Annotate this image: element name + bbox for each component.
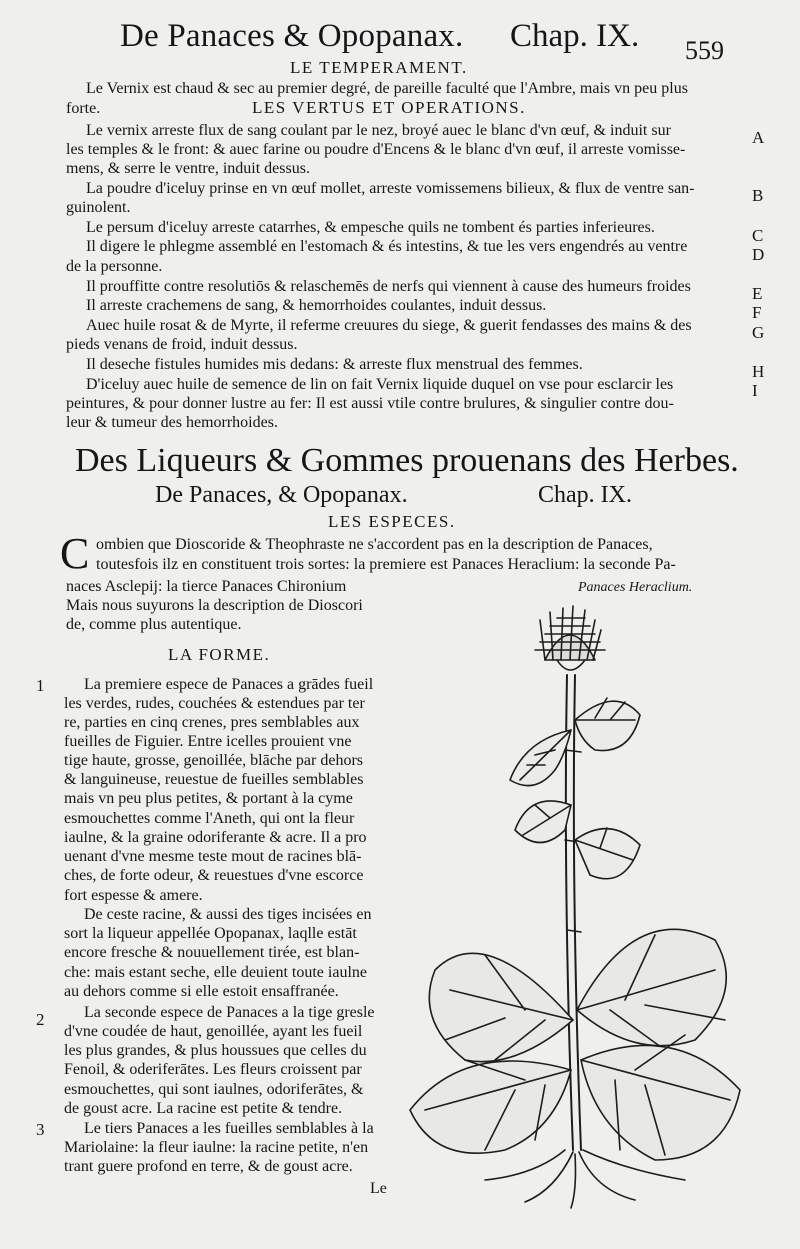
forme-line: encore fresche & nouuellement tirée, est blan- [64,944,360,961]
margin-letter: C [752,226,764,245]
margin-number: 3 [36,1120,45,1139]
basal-leaf [410,1060,571,1153]
stem-leaf [575,698,640,751]
temperament-line: Le Vernix est chaud & sec au premier degré, de pareille faculté que l'Ambre, mais vn peu plus [86,80,688,97]
especes-line: naces Asclepij: la tierce Panaces Chironium [66,578,347,595]
margin-number: 2 [36,1010,45,1029]
drop-cap: C [60,529,90,578]
vertus-line: La poudre d'iceluy prinse en vn œuf mollet, arreste vomissemens bilieux, & flux de ventre san- [86,180,695,197]
figure-caption: Panaces Heraclium. [578,580,693,595]
basal-leaf [429,953,573,1061]
basal-leaf [577,929,726,1050]
forme-line: de goust acre. La racine est petite & tendre. [64,1100,343,1117]
catchword: Le [370,1180,387,1197]
vertus-line: les temples & le front: & auec farine ou poudre d'Encens & le blanc d'vn œuf, il arreste vomisse- [66,141,686,158]
vertus-heading: LES VERTUS ET OPERATIONS. [252,98,526,117]
vertus-line: Il prouffitte contre resolutiōs & relaschemēs de nerfs qui viennent à cause des humeurs froides [86,278,691,295]
vertus-line: Auec huile rosat & de Myrte, il referme creuures du siege, & guerit fendasses des mains & des [86,317,692,334]
vertus-line: Il arreste crachemens de sang, & hemorrhoides coulantes, induit dessus. [86,297,547,314]
forme-line: sort la liqueur appellée Opopanax, laqlle estāt [64,925,357,942]
especes-heading: LES ESPECES. [328,512,456,531]
vertus-line: de la personne. [66,258,163,275]
vertus-line: mens, & serre le ventre, induit dessus. [66,160,310,177]
forme-line: trant guere profond en terre, & de goust acre. [64,1158,353,1175]
vertus-line: pieds venans de froid, induit dessus. [66,336,298,353]
temperament-heading: LE TEMPERAMENT. [290,58,468,77]
section-title: Des Liqueurs & Gommes prouenans des Herbes. [75,442,739,479]
panaces-plant-illustration [395,590,755,1210]
vertus-line: D'iceluy auec huile de semence de lin on fait Vernix liquide duquel on vse pour esclarcir les [86,376,674,393]
forme-line: Le tiers Panaces a les fueilles semblables à la [84,1120,374,1137]
forme-line: De ceste racine, & aussi des tiges incisées en [84,906,372,923]
margin-letter: B [752,186,764,205]
forme-line: mais vn peu plus petites, & portant à la cyme [64,790,353,807]
forme-line: ches, de forte odeur, & reuestues d'vne escorce [64,867,364,884]
forme-line: au dehors comme si elle estoit ensaffranée. [64,983,339,1000]
running-chapter: Chap. IX. [510,18,640,54]
basal-leaf [581,1035,740,1160]
margin-letter: E [752,284,763,303]
margin-letter: I [752,381,758,400]
forme-line: fort espesse & amere. [64,887,203,904]
flower-head [535,606,605,670]
vertus-line: leur & tumeur des hemorrhoides. [66,414,278,431]
forme-line: les verdes, rudes, couchées & estendues par ter [64,695,365,712]
stem-leaf [510,730,571,786]
especes-line: ombien que Dioscoride & Theophraste ne s'accordent pas en la description de Panaces, [96,536,653,553]
especes-line: Mais nous suyurons la description de Dioscori [66,597,363,614]
page-number: 559 [685,36,724,65]
temperament-line: forte. [66,100,101,117]
vertus-line: peintures, & pour donner lustre au fer: Il est aussi vtile contre brulures, & singulier contre dou- [66,395,674,412]
margin-letter: G [752,323,765,342]
especes-line: toutesfois ilz en constituent trois sortes: la premiere est Panaces Heraclium: la seconde Pa- [96,556,676,573]
margin-letter: D [752,245,765,264]
vertus-line: Le vernix arreste flux de sang coulant par le nez, broyé auec le blanc d'vn œuf, & induit sur [86,122,671,139]
forme-line: Mariolaine: la fleur iaulne: la racine petite, n'en [64,1139,369,1156]
vertus-line: Il deseche fistules humides mis dedans: & arreste flux menstrual des femmes. [86,356,583,373]
forme-line: Fenoil, & oderiferātes. Les fleurs croissent par [64,1061,362,1078]
subsection-title: De Panaces, & Opopanax. [155,482,408,508]
margin-letter: F [752,303,762,322]
forme-line: La premiere espece de Panaces a grādes fueil [84,676,374,693]
vertus-line: Il digere le phlegme assemblé en l'estomach & és intestins, & tue les vers engendrés au ventre [86,238,688,255]
vertus-line: guinolent. [66,199,131,216]
vertus-line: Le persum d'iceluy arreste catarrhes, & empesche quils ne tombent és parties inferieures. [86,219,655,236]
forme-line: uenant d'vne mesme teste mout de racines blā- [64,848,362,865]
forme-line: fueilles de Figuier. Entre icelles prouient vne [64,733,352,750]
margin-letter: H [752,362,765,381]
forme-line: tige haute, grosse, genoillée, blāche par dehors [64,752,363,769]
stem-leaf [575,828,640,879]
forme-line: iaulne, & la graine odoriferante & acre. Il a pro [64,829,367,846]
running-title: De Panaces & Opopanax. [120,18,464,54]
especes-line: de, comme plus autentique. [66,616,242,633]
margin-number: 1 [36,676,45,695]
forme-line: che: mais estant seche, elle deuient toute iaulne [64,964,367,981]
forme-line: La seconde espece de Panaces a la tige gresle [84,1004,375,1021]
margin-letter: A [752,128,765,147]
forme-line: re, parties en cinq crenes, pres semblables aux [64,714,360,731]
forme-line: les plus grandes, & plus houssues que celles du [64,1042,367,1059]
stem-leaf [515,801,571,843]
forme-line: esmouchettes comme l'Aneth, qui ont la fleur [64,810,355,827]
forme-line: esmouchettes, qui sont iaulnes, odoriferātes, & [64,1081,364,1098]
subsection-chapter: Chap. IX. [538,482,632,508]
forme-line: d'vne coudée de haut, genoillée, ayant les fueil [64,1023,363,1040]
forme-line: & languineuse, reuestue de fueilles semblables [64,771,364,788]
forme-heading: LA FORME. [168,645,271,664]
